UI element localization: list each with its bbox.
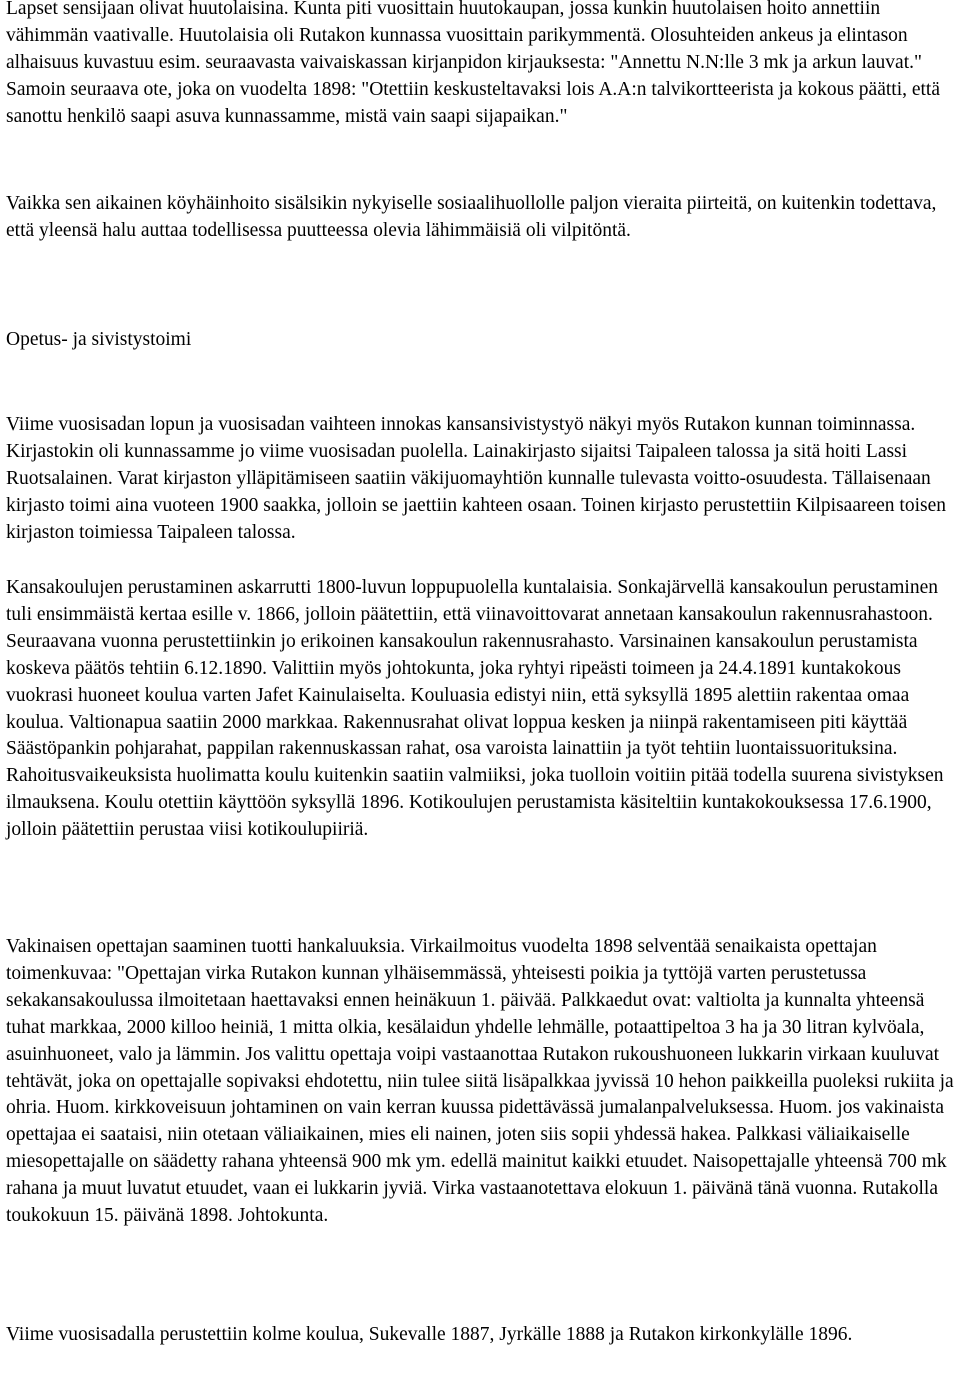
paragraph-schools-summary: Viime vuosisadalla perustettiin kolme koulua, Sukevalle 1887, Jyrkälle 1888 ja Rutakon kirkonkylälle 1896. [6, 1324, 853, 1345]
paragraph-library: Viime vuosisadan lopun ja vuosisadan vaihteen innokas kansansivistystyö näkyi myös Rutakon kunnan toiminnassa. Kirjastokin oli kunnassamme jo viime vuosisadan puolella. Lainakirjasto sijaitsi Taipaleen talossa ja sitä hoiti Lassi Ruotsalainen. Varat kirjaston ylläpitämiseen saatiin väkijuomayhtiön kunnalle tulevasta voitto-osuudesta. Tällaisenaan kirjasto toimi aina vuoteen 1900 saakka, jolloin se jaettiin kahteen osaan. Toinen kirjasto perustettiin Kilpisaareen toisen kirjaston toimiessa Taipaleen talossa. [6, 414, 946, 543]
paragraph-school-founding: Kansakoulujen perustaminen askarrutti 1800-luvun loppupuolella kuntalaisia. Sonkajärvellä kansakoulun perustaminen tuli ensimmäistä kertaa esille v. 1866, jolloin päätettiin, että viinavoittovarat annetaan kansakoulun rakennusrahastoon. Seuraavana vuonna perustettiinkin jo erikoinen kansakoulun rakennusrahasto. Varsinainen kansakoulun perustamista koskeva päätös tehtiin 6.12.1890. Valittiin myös johtokunta, joka ryhtyi ripeästi toimeen ja 24.4.1891 kuntakokous vuokrasi huoneet koulua varten Jafet Kainulaiselta. Kouluasia edistyi niin, että syksyllä 1895 alettiin rakentaa omaa koulua. Valtionapua saatiin 2000 markkaa. Rakennusrahat olivat loppua kesken ja niinpä rakentamiseen piti käyttää Säästöpankin pohjarahat, pappilan rakennuskassan rahat, osa varoista lainattiin ja työt tehtiin luontaissuorituksina. Rahoitusvaikeuksista huolimatta koulu kuitenkin saatiin valmiiksi, joka tuolloin voitiin pitää todella suurena sivistyksen ilmauksena. Koulu otettiin käyttöön syksyllä 1896. Kotikoulujen perustamista käsiteltiin kuntakokouksessa 17.6.1900, jolloin päätettiin perustaa viisi kotikoulupiiriä. [6, 577, 944, 841]
paragraph-poor-relief-records: Lapset sensijaan olivat huutolaisina. Kunta piti vuosittain huutokaupan, jossa kunkin huutolaisen hoito annettiin vähimmän vaativalle. Huutolaisia oli Rutakon kunnassa vuosittain parikymmentä. Olosuhteiden ankeus ja elintason alhaisuus kuvastuu esim. seuraavasta vaivaiskassan kirjanpidon kirjauksesta: "Annettu N.N:lle 3 mk ja arkun lauvat." Samoin seuraava ote, joka on vuodelta 1898: "Otettiin keskusteltavaksi lois A.A:n talvikortteerista ja kokous päätti, että sanottu henkilö saapi asuva kunnassamme, mistä vain saapi sijapaikan." [6, 0, 941, 127]
paragraph-poor-relief-summary: Vaikka sen aikainen köyhäinhoito sisälsikin nykyiselle sosiaalihuollolle paljon vieraita piirteitä, on kuitenkin todettava, että yleensä halu auttaa todellisessa puutteessa olevia lähimmäisiä oli vilpitöntä. [6, 193, 937, 241]
paragraph-teacher-vacancy: Vakinaisen opettajan saaminen tuotti hankaluuksia. Virkailmoitus vuodelta 1898 selventää senaikaista opettajan toimenkuvaa: "Opettajan virka Rutakon kunnan ylhäisemmässä, yhteisesti poikia ja tyttöjä varten perustetussa sekakansakoulussa ilmoitetaan haettavaksi ennen heinäkuun 1. päivää. Palkkaedut ovat: valtiolta ja kunnalta yhteensä tuhat markkaa, 2000 killoo heiniä, 1 mitta olkia, kesälaidun yhdelle lehmälle, potaattipeltoa 3 ha ja 30 litran kylvöala, asuinhuoneet, valo ja lämmin. Jos valittu opettaja voipi vastaanottaa Rutakon rukoushuoneen lukkarin virkaan kuuluvat tehtävät, joka on opettajalle sopivaksi ehdotettu, niin tulee siitä lisäpalkkaa jyvissä 10 hehon paikkeilla puoleksi rukiita ja ohria. Huom. kirkkoveisuun johtaminen on vain kerran kuussa pidettävässä jumalanpalveluksessa. Huom. jos vakinaista opettajaa ei saataisi, niin otetaan väliaikainen, mies eli nainen, joten siis sopii yhdessä hakea. Palkkasi väliaikaiselle miesopettajalle on säädetty rahana yhteensä 900 mk ym. edellä mainitut kaikki etuudet. Naisopettajalle yhteensä 700 mk rahana ja muut luvatut etuudet, vaan ei lukkarin jyviä. Virka vastaanotettava elokuun 1. päivänä tänä vuonna. Rutakolla toukokuun 15. päivänä 1898. Johtokunta. [6, 936, 954, 1227]
section-heading: Opetus- ja sivistystoimi [6, 329, 192, 350]
